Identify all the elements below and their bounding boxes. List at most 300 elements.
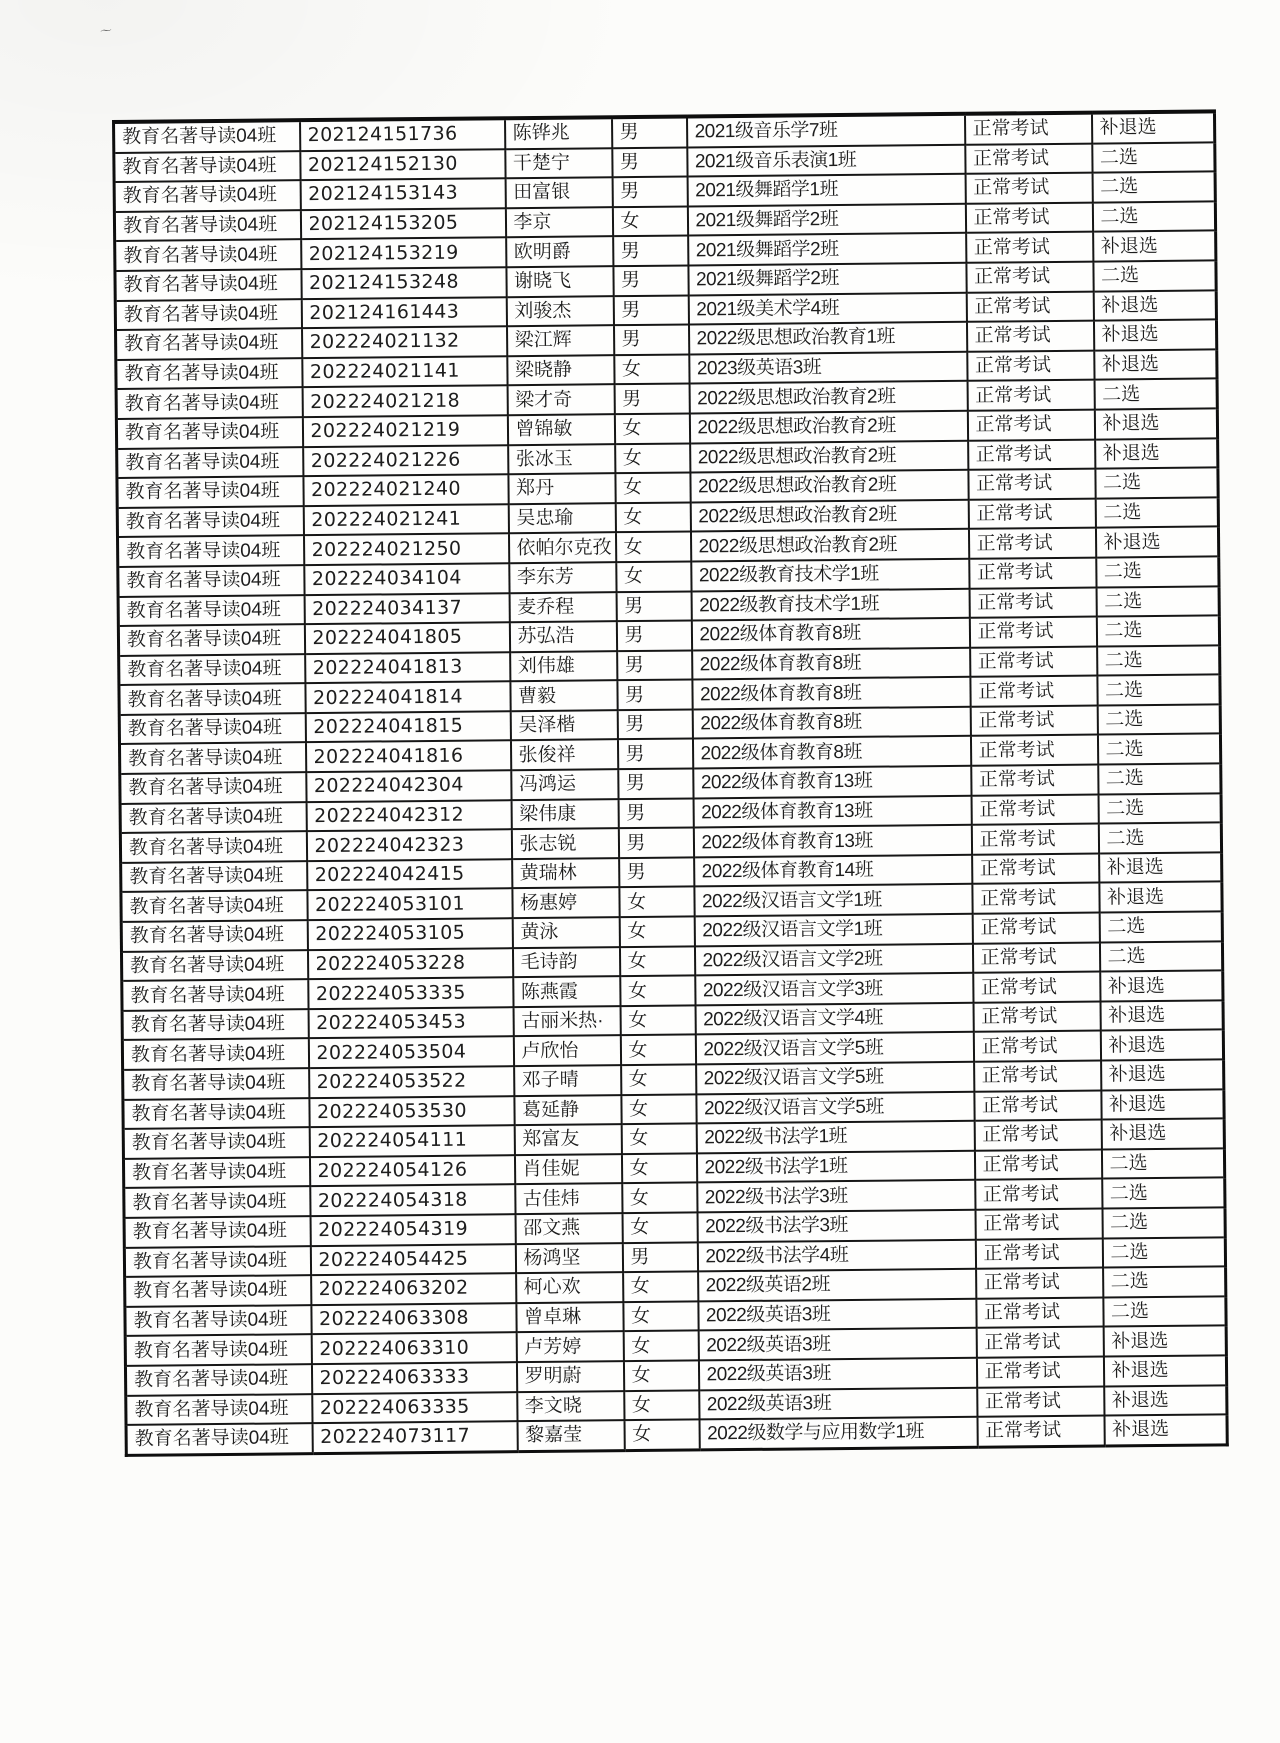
student-id-cell: 202224053530 [309, 1096, 514, 1128]
student-id-cell: 202224021218 [302, 386, 507, 418]
admin-class-cell: 2021级音乐学7班 [686, 114, 964, 147]
student-name-cell: 黄瑞林 [512, 858, 619, 889]
exam-status-cell: 正常考试 [973, 1001, 1100, 1032]
selection-round-cell: 二选 [1094, 379, 1217, 410]
admin-class-cell: 2022级汉语言文学4班 [695, 1003, 973, 1035]
course-class-cell: 教育名著导读04班 [114, 210, 300, 241]
selection-round-cell: 二选 [1103, 1296, 1226, 1327]
course-class-cell: 教育名著导读04班 [123, 1068, 309, 1099]
admin-class-cell: 2022级书法学1班 [696, 1151, 974, 1183]
admin-class-cell: 2022级英语3班 [698, 1299, 976, 1331]
student-id-cell: 202224042304 [306, 770, 511, 802]
student-name-cell: 苏弘浩 [509, 621, 616, 652]
admin-class-cell: 2022级英语2班 [698, 1269, 976, 1301]
admin-class-cell: 2022级书法学1班 [696, 1121, 974, 1153]
course-class-cell: 教育名著导读04班 [121, 950, 307, 981]
student-id-cell: 202224053453 [308, 1007, 513, 1039]
admin-class-cell: 2022级思想政治教育2班 [690, 440, 968, 472]
course-class-cell: 教育名著导读04班 [118, 595, 304, 626]
student-id-cell: 202224041814 [305, 681, 510, 713]
gender-cell: 女 [615, 443, 690, 473]
admin-class-cell: 2021级美术学4班 [688, 292, 966, 324]
exam-status-cell: 正常考试 [971, 794, 1098, 825]
student-name-cell: 麦乔程 [509, 592, 616, 623]
course-class-cell: 教育名著导读04班 [124, 1246, 310, 1277]
selection-round-cell: 补退选 [1101, 1089, 1224, 1120]
selection-round-cell: 补退选 [1100, 971, 1223, 1002]
student-id-cell: 202224054318 [310, 1185, 515, 1217]
admin-class-cell: 2022级英语3班 [698, 1328, 976, 1360]
gender-cell: 女 [623, 1301, 698, 1331]
admin-class-cell: 2022级体育教育8班 [691, 618, 969, 650]
student-name-cell: 毛诗韵 [512, 947, 619, 978]
course-class-cell: 教育名著导读04班 [116, 388, 302, 419]
exam-status-cell: 正常考试 [974, 1061, 1101, 1092]
course-class-cell: 教育名著导读04班 [119, 654, 305, 685]
course-class-cell: 教育名著导读04班 [118, 535, 304, 566]
exam-status-cell: 正常考试 [966, 321, 1093, 352]
exam-status-cell: 正常考试 [967, 380, 1094, 411]
student-name-cell: 郑丹 [508, 473, 615, 504]
admin-class-cell: 2022级汉语言文学5班 [696, 1091, 974, 1123]
gender-cell: 女 [615, 532, 690, 562]
gender-cell: 女 [614, 354, 689, 384]
course-class-cell: 教育名著导读04班 [123, 1127, 309, 1158]
exam-status-cell: 正常考试 [969, 557, 1096, 588]
student-id-cell: 202124152130 [300, 149, 505, 181]
student-name-cell: 柯心欢 [516, 1272, 623, 1303]
admin-class-cell: 2022级英语3班 [699, 1387, 977, 1419]
gender-cell: 女 [624, 1390, 699, 1420]
student-id-cell: 202224041805 [304, 622, 509, 654]
gender-cell: 女 [621, 1094, 696, 1124]
exam-status-cell: 正常考试 [976, 1297, 1103, 1328]
selection-round-cell: 二选 [1099, 911, 1222, 942]
course-class-cell: 教育名著导读04班 [121, 920, 307, 951]
gender-cell: 女 [623, 1331, 698, 1361]
gender-cell: 女 [616, 561, 691, 591]
student-id-cell: 202224063333 [311, 1362, 516, 1394]
admin-class-cell: 2022级思想政治教育2班 [690, 470, 968, 502]
selection-round-cell: 补退选 [1100, 1030, 1223, 1061]
selection-round-cell: 二选 [1092, 201, 1215, 232]
gender-cell: 男 [612, 177, 687, 207]
course-class-cell: 教育名著导读04班 [119, 713, 305, 744]
selection-round-cell: 补退选 [1103, 1355, 1226, 1386]
exam-status-cell: 正常考试 [972, 883, 1099, 914]
gender-cell: 男 [611, 116, 686, 147]
pen-mark: 〜 [99, 24, 112, 38]
student-name-cell: 张志锐 [511, 828, 618, 859]
student-name-cell: 邵文燕 [515, 1213, 622, 1244]
admin-class-cell: 2022级思想政治教育1班 [688, 322, 966, 354]
admin-class-cell: 2022级思想政治教育2班 [689, 411, 967, 443]
student-id-cell: 202224054425 [310, 1244, 515, 1276]
course-class-cell: 教育名著导读04班 [124, 1187, 310, 1218]
course-class-cell: 教育名著导读04班 [123, 1098, 309, 1129]
gender-cell: 女 [621, 1124, 696, 1154]
selection-round-cell: 二选 [1097, 734, 1220, 765]
selection-round-cell: 补退选 [1104, 1414, 1227, 1445]
admin-class-cell: 2022级书法学3班 [697, 1210, 975, 1242]
selection-round-cell: 补退选 [1094, 408, 1217, 439]
student-id-cell: 202224063202 [311, 1273, 516, 1305]
gender-cell: 女 [621, 1064, 696, 1094]
course-class-cell: 教育名著导读04班 [114, 180, 300, 211]
student-id-cell: 202224041813 [305, 652, 510, 684]
selection-round-cell: 二选 [1095, 497, 1218, 528]
student-id-cell: 202224021132 [302, 326, 507, 358]
course-class-cell: 教育名著导读04班 [120, 802, 306, 833]
selection-round-cell: 二选 [1096, 615, 1219, 646]
gender-cell: 女 [619, 916, 694, 946]
exam-status-cell: 正常考试 [974, 1149, 1101, 1180]
student-name-cell: 郑富友 [514, 1124, 621, 1155]
selection-round-cell: 二选 [1096, 586, 1219, 617]
student-name-cell: 陈铧兆 [505, 117, 612, 149]
admin-class-cell: 2021级音乐表演1班 [687, 144, 965, 176]
course-class-cell: 教育名著导读04班 [115, 299, 301, 330]
selection-round-cell: 二选 [1098, 823, 1221, 854]
selection-round-cell: 二选 [1092, 142, 1215, 173]
course-class-cell: 教育名著导读04班 [116, 358, 302, 389]
selection-round-cell: 补退选 [1095, 438, 1218, 469]
gender-cell: 女 [621, 1153, 696, 1183]
admin-class-cell: 2022级汉语言文学1班 [694, 884, 972, 916]
selection-round-cell: 补退选 [1091, 111, 1214, 143]
selection-round-cell: 二选 [1098, 793, 1221, 824]
gender-cell: 女 [614, 413, 689, 443]
exam-status-cell: 正常考试 [968, 498, 1095, 529]
student-id-cell: 202124151736 [300, 118, 505, 151]
exam-status-cell: 正常考试 [967, 350, 1094, 381]
selection-round-cell: 补退选 [1104, 1385, 1227, 1416]
course-class-cell: 教育名著导读04班 [122, 1039, 308, 1070]
selection-round-cell: 补退选 [1100, 1000, 1223, 1031]
exam-status-cell: 正常考试 [972, 853, 1099, 884]
course-class-cell: 教育名著导读04班 [117, 506, 303, 537]
course-class-cell: 教育名著导读04班 [119, 743, 305, 774]
student-id-cell: 202224021240 [303, 474, 508, 506]
admin-class-cell: 2022级思想政治教育2班 [690, 529, 968, 561]
admin-class-cell: 2022级汉语言文学3班 [695, 973, 973, 1005]
roster-table-wrap [112, 109, 1226, 1456]
student-id-cell: 202224021219 [302, 415, 507, 447]
course-class-cell: 教育名著导读04班 [120, 831, 306, 862]
student-id-cell: 202224053101 [307, 889, 512, 921]
exam-status-cell: 正常考试 [977, 1416, 1104, 1447]
exam-status-cell: 正常考试 [975, 1238, 1102, 1269]
gender-cell: 男 [617, 680, 692, 710]
exam-status-cell: 正常考试 [968, 528, 1095, 559]
admin-class-cell: 2022级汉语言文学5班 [695, 1032, 973, 1064]
student-name-cell: 依帕尔克孜 [508, 532, 615, 563]
exam-status-cell: 正常考试 [977, 1386, 1104, 1417]
student-name-cell: 卢芳婷 [516, 1331, 623, 1362]
course-class-cell: 教育名著导读04班 [116, 417, 302, 448]
admin-class-cell: 2022级体育教育8班 [692, 647, 970, 679]
admin-class-cell: 2021级舞蹈学1班 [687, 174, 965, 206]
student-id-cell: 202124153143 [300, 178, 505, 210]
admin-class-cell: 2023级英语3班 [689, 352, 967, 384]
student-id-cell: 202224042323 [306, 829, 511, 861]
exam-status-cell: 正常考试 [965, 173, 1092, 204]
gender-cell: 男 [614, 384, 689, 414]
selection-round-cell: 二选 [1102, 1207, 1225, 1238]
student-name-cell: 李东芳 [509, 562, 616, 593]
selection-round-cell: 补退选 [1101, 1059, 1224, 1090]
exam-status-cell: 正常考试 [968, 439, 1095, 470]
student-name-cell: 黎嘉莹 [517, 1420, 624, 1451]
student-id-cell: 202224053335 [308, 977, 513, 1009]
exam-status-cell: 正常考试 [970, 676, 1097, 707]
exam-status-cell: 正常考试 [973, 1031, 1100, 1062]
course-class-cell: 教育名著导读04班 [126, 1423, 312, 1455]
gender-cell: 女 [624, 1420, 699, 1451]
exam-status-cell: 正常考试 [976, 1356, 1103, 1387]
student-name-cell: 卢欣怡 [513, 1036, 620, 1067]
gender-cell: 女 [622, 1183, 697, 1213]
student-name-cell: 曹毅 [510, 680, 617, 711]
student-name-cell: 梁江辉 [506, 325, 613, 356]
selection-round-cell: 补退选 [1103, 1326, 1226, 1357]
selection-round-cell: 二选 [1092, 172, 1215, 203]
gender-cell: 男 [618, 769, 693, 799]
admin-class-cell: 2022级书法学4班 [697, 1239, 975, 1271]
gender-cell: 男 [617, 739, 692, 769]
exam-status-cell: 正常考试 [965, 202, 1092, 233]
admin-class-cell: 2022级汉语言文学5班 [696, 1062, 974, 1094]
selection-round-cell: 补退选 [1099, 882, 1222, 913]
exam-status-cell: 正常考试 [976, 1327, 1103, 1358]
student-id-cell: 202224054126 [309, 1155, 514, 1187]
selection-round-cell: 二选 [1102, 1237, 1225, 1268]
roster-table-body [114, 111, 1228, 1455]
admin-class-cell: 2022级教育技术学1班 [691, 559, 969, 591]
student-id-cell: 202224063308 [311, 1303, 516, 1335]
gender-cell: 女 [612, 206, 687, 236]
exam-status-cell: 正常考试 [975, 1179, 1102, 1210]
admin-class-cell: 2022级汉语言文学1班 [694, 914, 972, 946]
student-name-cell: 古佳炜 [515, 1184, 622, 1215]
exam-status-cell: 正常考试 [966, 232, 1093, 263]
student-name-cell: 梁才奇 [507, 385, 614, 416]
gender-cell: 女 [619, 946, 694, 976]
student-name-cell: 梁伟康 [511, 799, 618, 830]
gender-cell: 女 [623, 1360, 698, 1390]
selection-round-cell: 二选 [1099, 941, 1222, 972]
exam-status-cell: 正常考试 [972, 913, 1099, 944]
student-name-cell: 黄泳 [512, 917, 619, 948]
exam-status-cell: 正常考试 [964, 113, 1091, 145]
admin-class-cell: 2021级舞蹈学2班 [688, 233, 966, 265]
course-class-cell: 教育名著导读04班 [114, 151, 300, 182]
student-name-cell: 杨鸿坚 [515, 1243, 622, 1274]
student-name-cell: 谢晓飞 [506, 266, 613, 297]
selection-round-cell: 二选 [1097, 675, 1220, 706]
exam-status-cell: 正常考试 [972, 942, 1099, 973]
course-class-cell: 教育名著导读04班 [118, 624, 304, 655]
student-name-cell: 肖佳妮 [514, 1154, 621, 1185]
selection-round-cell: 补退选 [1101, 1119, 1224, 1150]
student-id-cell: 202224073117 [312, 1421, 517, 1453]
admin-class-cell: 2022级思想政治教育2班 [690, 500, 968, 532]
student-id-cell: 202224053105 [307, 918, 512, 950]
admin-class-cell: 2021级舞蹈学2班 [687, 204, 965, 236]
admin-class-cell: 2022级体育教育13班 [693, 766, 971, 798]
student-name-cell: 干楚宁 [505, 148, 612, 179]
student-name-cell: 古丽米热· [513, 1006, 620, 1037]
gender-cell: 男 [619, 857, 694, 887]
admin-class-cell: 2022级体育教育14班 [694, 855, 972, 887]
admin-class-cell: 2022级英语3班 [698, 1358, 976, 1390]
gender-cell: 女 [619, 887, 694, 917]
admin-class-cell: 2022级数学与应用数学1班 [699, 1417, 977, 1450]
student-name-cell: 李文晓 [517, 1391, 624, 1422]
roster-table [112, 109, 1229, 1456]
course-class-cell: 教育名著导读04班 [121, 891, 307, 922]
student-id-cell: 202224034104 [304, 563, 509, 595]
selection-round-cell: 二选 [1093, 260, 1216, 291]
admin-class-cell: 2022级体育教育8班 [692, 736, 970, 768]
exam-status-cell: 正常考试 [970, 646, 1097, 677]
student-id-cell: 202224034137 [304, 593, 509, 625]
student-name-cell: 吴泽楷 [510, 710, 617, 741]
exam-status-cell: 正常考试 [974, 1120, 1101, 1151]
exam-status-cell: 正常考试 [970, 705, 1097, 736]
student-id-cell: 202224042312 [306, 800, 511, 832]
student-id-cell: 202124153205 [300, 208, 505, 240]
admin-class-cell: 2022级书法学3班 [697, 1180, 975, 1212]
student-name-cell: 邓子晴 [514, 1065, 621, 1096]
student-name-cell: 杨惠婷 [512, 888, 619, 919]
course-class-cell: 教育名著导读04班 [116, 328, 302, 359]
student-name-cell: 李京 [505, 207, 612, 238]
course-class-cell: 教育名著导读04班 [118, 565, 304, 596]
gender-cell: 女 [615, 502, 690, 532]
admin-class-cell: 2022级思想政治教育2班 [689, 381, 967, 413]
student-name-cell: 刘骏杰 [506, 296, 613, 327]
student-id-cell: 202224021226 [303, 445, 508, 477]
student-id-cell: 202124153248 [301, 267, 506, 299]
selection-round-cell: 补退选 [1099, 852, 1222, 883]
student-name-cell: 罗明蔚 [516, 1361, 623, 1392]
course-class-cell: 教育名著导读04班 [125, 1364, 311, 1395]
student-id-cell: 202124153219 [301, 238, 506, 270]
student-name-cell: 曾锦敏 [507, 414, 614, 445]
exam-status-cell: 正常考试 [971, 824, 1098, 855]
selection-round-cell: 二选 [1097, 704, 1220, 735]
course-class-cell: 教育名著导读04班 [125, 1334, 311, 1365]
selection-round-cell: 二选 [1103, 1267, 1226, 1298]
exam-status-cell: 正常考试 [968, 469, 1095, 500]
selection-round-cell: 补退选 [1093, 320, 1216, 351]
gender-cell: 女 [620, 1005, 695, 1035]
exam-status-cell: 正常考试 [973, 972, 1100, 1003]
selection-round-cell: 补退选 [1093, 290, 1216, 321]
course-class-cell: 教育名著导读04班 [125, 1275, 311, 1306]
selection-round-cell: 二选 [1097, 645, 1220, 676]
gender-cell: 男 [617, 709, 692, 739]
gender-cell: 男 [613, 236, 688, 266]
student-id-cell: 202224054111 [309, 1125, 514, 1157]
selection-round-cell: 二选 [1101, 1148, 1224, 1179]
student-name-cell: 刘伟雄 [510, 651, 617, 682]
course-class-cell: 教育名著导读04班 [122, 979, 308, 1010]
selection-round-cell: 二选 [1096, 556, 1219, 587]
selection-round-cell: 补退选 [1093, 231, 1216, 262]
selection-round-cell: 补退选 [1095, 527, 1218, 558]
exam-status-cell: 正常考试 [975, 1209, 1102, 1240]
gender-cell: 男 [612, 147, 687, 177]
gender-cell: 女 [620, 1035, 695, 1065]
student-name-cell: 张冰玉 [508, 444, 615, 475]
course-class-cell: 教育名著导读04班 [114, 120, 300, 152]
exam-status-cell: 正常考试 [970, 735, 1097, 766]
student-name-cell: 冯鸿运 [511, 769, 618, 800]
course-class-cell: 教育名著导读04班 [115, 269, 301, 300]
gender-cell: 男 [618, 828, 693, 858]
student-id-cell: 202224041815 [305, 711, 510, 743]
student-name-cell: 陈燕霞 [513, 976, 620, 1007]
gender-cell: 男 [613, 325, 688, 355]
gender-cell: 男 [617, 650, 692, 680]
course-class-cell: 教育名著导读04班 [117, 447, 303, 478]
selection-round-cell: 二选 [1102, 1178, 1225, 1209]
gender-cell: 女 [623, 1272, 698, 1302]
student-name-cell: 梁晓静 [507, 355, 614, 386]
gender-cell: 男 [616, 621, 691, 651]
selection-round-cell: 二选 [1095, 468, 1218, 499]
student-name-cell: 葛延静 [514, 1095, 621, 1126]
course-class-cell: 教育名著导读04班 [122, 1009, 308, 1040]
course-class-cell: 教育名著导读04班 [125, 1305, 311, 1336]
gender-cell: 男 [622, 1242, 697, 1272]
admin-class-cell: 2022级体育教育13班 [693, 795, 971, 827]
exam-status-cell: 正常考试 [966, 262, 1093, 293]
exam-status-cell: 正常考试 [969, 617, 1096, 648]
course-class-cell: 教育名著导读04班 [123, 1157, 309, 1188]
admin-class-cell: 2022级体育教育8班 [692, 677, 970, 709]
course-class-cell: 教育名著导读04班 [119, 683, 305, 714]
exam-status-cell: 正常考试 [974, 1090, 1101, 1121]
student-name-cell: 张俊祥 [510, 740, 617, 771]
gender-cell: 男 [613, 295, 688, 325]
student-id-cell: 202224021141 [302, 356, 507, 388]
gender-cell: 男 [618, 798, 693, 828]
gender-cell: 女 [620, 976, 695, 1006]
student-id-cell: 202224021241 [303, 504, 508, 536]
student-id-cell: 202224063310 [311, 1333, 516, 1365]
course-class-cell: 教育名著导读04班 [121, 861, 307, 892]
student-id-cell: 202224053522 [309, 1066, 514, 1098]
student-id-cell: 202124161443 [301, 297, 506, 329]
exam-status-cell: 正常考试 [969, 587, 1096, 618]
selection-round-cell: 补退选 [1094, 349, 1217, 380]
course-class-cell: 教育名著导读04班 [124, 1216, 310, 1247]
gender-cell: 女 [622, 1212, 697, 1242]
exam-status-cell: 正常考试 [971, 765, 1098, 796]
admin-class-cell: 2022级汉语言文学2班 [694, 943, 972, 975]
admin-class-cell: 2022级体育教育8班 [692, 707, 970, 739]
gender-cell: 男 [616, 591, 691, 621]
admin-class-cell: 2021级舞蹈学2班 [688, 263, 966, 295]
admin-class-cell: 2022级体育教育13班 [693, 825, 971, 857]
student-id-cell: 202224063335 [312, 1392, 517, 1424]
student-name-cell: 田富银 [505, 177, 612, 208]
course-class-cell: 教育名著导读04班 [126, 1394, 312, 1425]
exam-status-cell: 正常考试 [965, 143, 1092, 174]
